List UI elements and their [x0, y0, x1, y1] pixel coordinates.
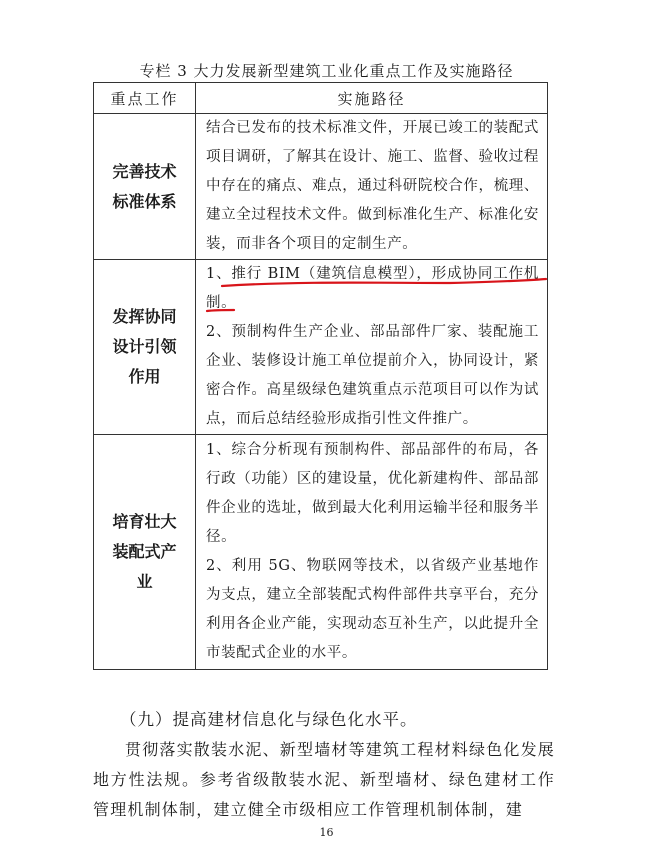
body-paragraph: 贯彻落实散装水泥、新型墙材等建筑工程材料绿色化发展地方性法规。参考省级散装水泥、新型墙材、绿色建材工作管理机制体制，建立健全市级相应工作管理机制体制，建 — [93, 740, 556, 819]
row-key-cell: 培育壮大装配式产业 — [94, 435, 196, 670]
row-paragraph: 2、利用 5G、物联网等技术，以省级产业基地作为支点，建立全部装配式构件部件共享平台，充分利用各企业产能，实现动态互补生产，以此提升全市装配式企业的水平。 — [206, 558, 539, 661]
page-number: 16 — [319, 826, 334, 839]
row-paragraph: 结合已发布的技术标准文件，开展已竣工的装配式项目调研，了解其在设计、施工、监督、验收过程中存在的痛点、难点，通过科研院校合作，梳理、建立全过程技术文件。做到标准化生产、标准化安装，而非各个项目的定制生产。 — [206, 120, 539, 252]
table-row — [94, 435, 548, 670]
section-heading: （九）提高建材信息化与绿色化水平。 — [120, 710, 418, 729]
row-paragraph: 1、推行 BIM（建筑信息模型），形成协同工作机制。 — [206, 266, 539, 311]
header-implementation-path: 实施路径 — [196, 83, 548, 114]
row-key-cell: 完善技术标准体系 — [94, 114, 196, 260]
header-key-work: 重点工作 — [94, 83, 196, 114]
table-caption: 专栏 3 大力发展新型建筑工业化重点工作及实施路径 — [139, 62, 514, 80]
table-row — [94, 114, 548, 260]
row-paragraph: 1、综合分析现有预制构件、部品部件的布局，各行政（功能）区的建设量，优化新建构件、部品部件企业的选址，做到最大化利用运输半径和服务半径。 — [206, 442, 539, 545]
table-row — [94, 260, 548, 435]
row-value-cell — [196, 260, 548, 435]
row-paragraph: 2、预制构件生产企业、部品部件厂家、装配施工企业、装修设计施工单位提前介入，协同设计，紧密合作。高星级绿色建筑重点示范项目可以作为试点，而后总结经验形成指引性文件推广。 — [206, 324, 539, 427]
key-work-table — [93, 82, 548, 670]
row-value-cell — [196, 114, 548, 260]
table-header-row — [94, 83, 548, 114]
row-key-cell: 发挥协同设计引领作用 — [94, 260, 196, 435]
row-value-cell — [196, 435, 548, 670]
